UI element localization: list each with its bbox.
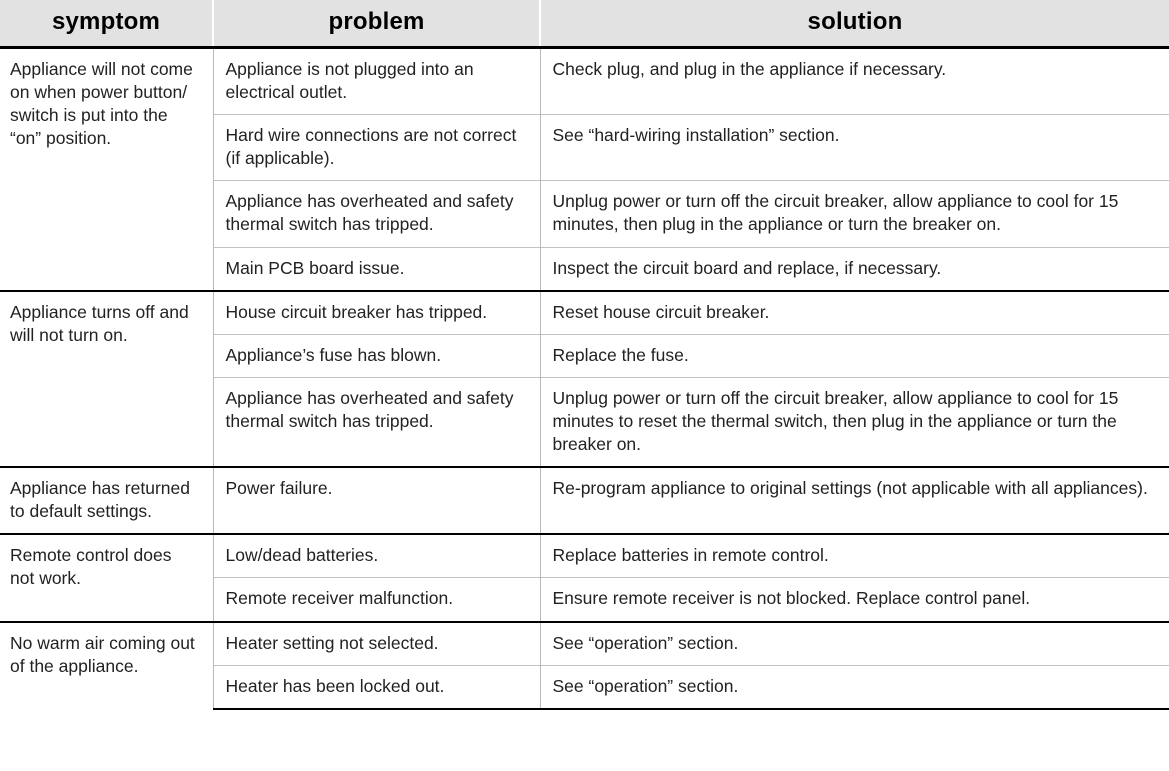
- table-header: [0, 0, 1169, 48]
- problem-cell: Appliance has overheated and safety thermal switch has tripped.: [213, 377, 540, 467]
- table-row: [0, 534, 1169, 578]
- symptom-cell: Appliance turns off and will not turn on.: [0, 291, 213, 467]
- table-row: [0, 467, 1169, 534]
- column-header-solution: solution: [540, 0, 1169, 48]
- problem-cell: Hard wire connections are not correct (if applicable).: [213, 115, 540, 181]
- solution-cell: See “operation” section.: [540, 665, 1169, 709]
- symptom-cell: Appliance has returned to default settings.: [0, 467, 213, 534]
- table-row: [0, 48, 1169, 115]
- problem-cell: Heater setting not selected.: [213, 622, 540, 666]
- solution-cell: Re-program appliance to original settings (not applicable with all appliances).: [540, 467, 1169, 534]
- problem-cell: Low/dead batteries.: [213, 534, 540, 578]
- symptom-cell: Remote control does not work.: [0, 534, 213, 621]
- table-body: [0, 48, 1169, 709]
- solution-cell: Replace batteries in remote control.: [540, 534, 1169, 578]
- solution-cell: See “hard-wiring installation” section.: [540, 115, 1169, 181]
- problem-cell: House circuit breaker has tripped.: [213, 291, 540, 335]
- problem-cell: Appliance has overheated and safety thermal switch has tripped.: [213, 181, 540, 247]
- problem-cell: Main PCB board issue.: [213, 247, 540, 291]
- solution-cell: Unplug power or turn off the circuit breaker, allow appliance to cool for 15 minutes to reset the thermal switch, then plug in the appliance or turn the breaker on.: [540, 377, 1169, 467]
- solution-cell: Reset house circuit breaker.: [540, 291, 1169, 335]
- solution-cell: Unplug power or turn off the circuit breaker, allow appliance to cool for 15 minutes, then plug in the appliance or turn the breaker on.: [540, 181, 1169, 247]
- column-header-symptom: symptom: [0, 0, 213, 48]
- header-row: [0, 0, 1169, 48]
- table-row: [0, 291, 1169, 335]
- symptom-cell: No warm air coming out of the appliance.: [0, 622, 213, 709]
- solution-cell: Inspect the circuit board and replace, if necessary.: [540, 247, 1169, 291]
- solution-cell: Ensure remote receiver is not blocked. Replace control panel.: [540, 578, 1169, 622]
- problem-cell: Heater has been locked out.: [213, 665, 540, 709]
- problem-cell: Remote receiver malfunction.: [213, 578, 540, 622]
- column-header-problem: problem: [213, 0, 540, 48]
- problem-cell: Appliance’s fuse has blown.: [213, 334, 540, 377]
- symptom-cell: Appliance will not come on when power button/ switch is put into the “on” position.: [0, 48, 213, 291]
- solution-cell: Replace the fuse.: [540, 334, 1169, 377]
- solution-cell: See “operation” section.: [540, 622, 1169, 666]
- problem-cell: Power failure.: [213, 467, 540, 534]
- problem-cell: Appliance is not plugged into an electrical outlet.: [213, 48, 540, 115]
- solution-cell: Check plug, and plug in the appliance if necessary.: [540, 48, 1169, 115]
- table-row: [0, 622, 1169, 666]
